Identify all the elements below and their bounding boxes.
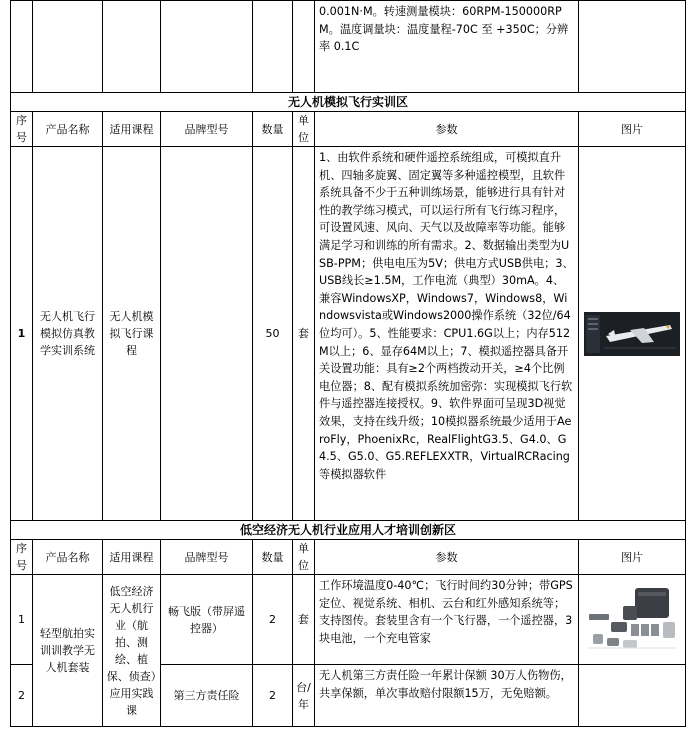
row-brand: 第三方责任险 [161,665,253,727]
header-qty: 数量 [253,540,293,575]
row-params: 1、由软件系统和硬件遥控系统组成，可模拟直升机、四轴多旋翼、固定翼等多种遥控模型，且软件系统具备不少于五种训练场景，能够进行具有针对性的教学练习模式，可以运行所有飞行练习程序，可设置风速、风向、天气以及故障率等功能。能够满足学习和训练的所有需求。2、数据输出类型为USB-PPM；供电电压为5V；供电方式USB供电；3、USB线长≥1.5M，工作电流（典型）30mA。4、兼容WindowsXP，Windows7，Windows8，Windowsvista或Windows2000操作系统（32位/64位均可）。5、性能要求：CPU1.6G以上；内存512M以上；6、显存64M以上；7、模拟遥控器具备开关设置功能：具有≥2个两档拨动开关，≥4个比例电位器；8、配有模拟系统加密弥：实现模拟飞行软件与遥控器连接授权。9、软件界面可呈现3D视觉效果，支持在线升级；10模拟器系统最少适用于AeroFly，PhoenixRc，RealFlightG3.5、G4.0、G4.5、G5.0、G5.REFLEXXTR，VirtualRCRacing等模拟器软件 [315,147,579,521]
row-index: 2 [11,665,33,727]
carryover-params: 0.001N·M。转速测量模块：60RPM-150000RPM。温度调量块：温度量程-70C 至 +350C；分辨率 0.1C [315,1,579,93]
row-qty: 2 [253,665,293,727]
row-brand: 畅飞版（带屏遥控器） [161,575,253,665]
header-name: 产品名称 [33,540,103,575]
header-brand: 品牌型号 [161,540,253,575]
drone-kit-image [583,584,681,656]
header-course: 适用课程 [103,540,161,575]
row-image [579,147,686,521]
row-brand [161,147,253,521]
row-name: 无人机飞行模拟仿真教学实训系统 [33,147,103,521]
row-qty: 50 [253,147,293,521]
flight-simulator-image [584,312,680,356]
row-unit: 台/年 [293,665,315,727]
header-brand: 品牌型号 [161,112,253,147]
header-row [11,112,686,147]
row-course: 无人机模拟飞行课程 [103,147,161,521]
row-name: 轻型航拍实训训教学无人机套装 [33,575,103,727]
section-title: 无人机模拟飞行实训区 [11,93,686,112]
row-unit: 套 [293,147,315,521]
carryover-row [11,1,686,93]
section-title: 低空经济无人机行业应用人才培训创新区 [11,521,686,540]
header-image: 图片 [579,112,686,147]
header-unit: 单位 [293,540,315,575]
header-index: 序号 [11,112,33,147]
spec-table [10,0,686,727]
row-index: 1 [11,575,33,665]
table-row [11,147,686,521]
table-row [11,575,686,665]
header-row [11,540,686,575]
header-qty: 数量 [253,112,293,147]
section-title-row [11,521,686,540]
row-image [579,665,686,727]
row-image [579,575,686,665]
row-params: 工作环境温度0-40℃；飞行时间约30分钟；带GPS定位、视觉系统、相机、云台和红外感知系统等；支持图传。套装里含有一个飞行器，一个遥控器，3块电池，一个充电管家 [315,575,579,665]
row-unit: 套 [293,575,315,665]
section-title-row [11,93,686,112]
row-params: 无人机第三方责任险一年累计保额 30万人伤物伤，共享保额，单次事故赔付限额15万，无免赔额。 [315,665,579,727]
header-index: 序号 [11,540,33,575]
header-params: 参数 [315,112,579,147]
header-course: 适用课程 [103,112,161,147]
header-image: 图片 [579,540,686,575]
header-params: 参数 [315,540,579,575]
row-course: 低空经济无人机行业（航拍、测绘、植保、侦查）应用实践课 [103,575,161,727]
row-index: 1 [11,147,33,521]
row-qty: 2 [253,575,293,665]
header-unit: 单位 [293,112,315,147]
header-name: 产品名称 [33,112,103,147]
